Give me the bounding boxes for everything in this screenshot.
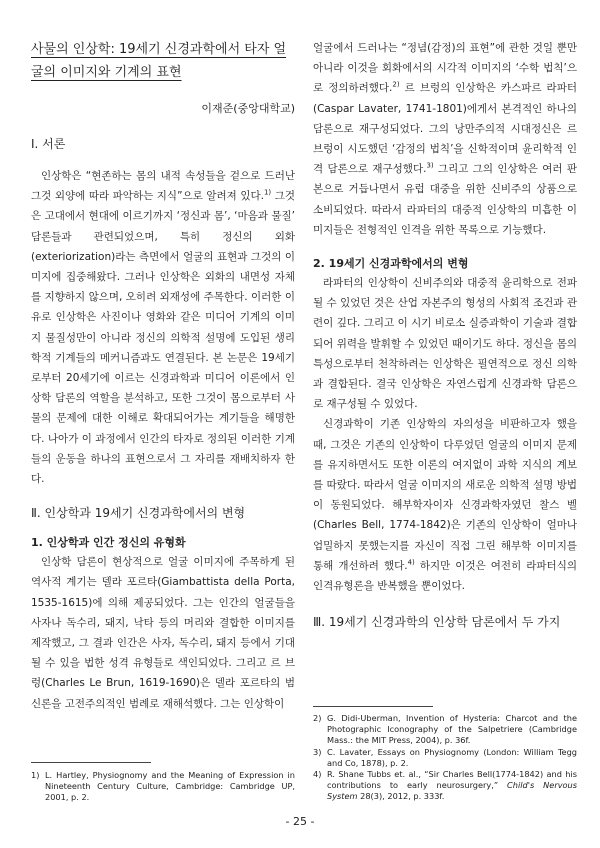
right-paragraph-3: 신경과학이 기존 인상학의 자의성을 비판하고자 했을 때, 그것은 기존의 인상학이 다루었던 얼굴의 이미지 문제를 유지하면서도 또한 이론의 여지없이 과학 지식의 계보를 따랐다. 따라서 얼굴 이미지의 새로운 의학적 설명 방법이 동원되었다. 해부학자이자 신경과학자였던 찰스 벨(Charles Bell, 1774-1842)은 기존의 인상학이 얼마나 엄밀하지 못했는지를 자신이 직접 그린 해부학 이미지를 통해 개선하려 했다.$^{4)}$ 하지만 이것은 여전히 라파터식의 인격유형론을 반복했을 뿐이었다. [313, 418, 577, 593]
section-heading-introduction: Ⅰ. 서론 [31, 137, 66, 151]
footnote-ref-2: 2) [392, 80, 400, 89]
footnote-4: 4) R. Shane Tubbs et. al., “Sir Charles Bell(1774-1842) and his contributions to early neurosurgery,” Child's Nervous System 28(3), 2012, p. 333f. [313, 769, 578, 802]
page-number: - 25 - [285, 815, 315, 828]
footnotes-right [313, 713, 577, 803]
footnote-ref-3: 3) [426, 161, 434, 170]
footnote-divider-left [31, 762, 151, 763]
footnotes-left [31, 770, 295, 804]
paper-title: 사물의 인상학: 19세기 신경과학에서 타자 얼굴의 이미지와 기계의 표현 [31, 42, 287, 80]
right-column [313, 38, 577, 632]
left-column [31, 38, 295, 714]
section-heading-2: Ⅱ. 인상학과 19세기 신경과학에서의 변형 [31, 506, 246, 521]
introduction-paragraph: 인상학은 “현존하는 몸의 내적 속성들을 겉으로 드러난 그것 외양에 따라 파악하는 지식”으로 알려져 있다.$^{1)}$ 그것은 고대에서 현대에 이르기까지 ‘정신과 몸’, ‘마음과 물질’ 담론들과 관련되었으며, 특히 정신의 외화(exteriorization)라는 측면에서 얼굴의 표현과 그것의 이미지에 집중해왔다. 그러나 인상학은 외화의 내면성 자체를 지향하지 않으며, 오히려 외재성에 주목한다. 이러한 이유로 인상학은 사진이나 영화와 같은 미디어 기계의 이미지 물질성만이 아니라 정신의 의학적 설명에 도입된 생리학적 기계들의 메커니즘과도 연결된다. 본 논문은 19세기로부터 20세기에 이르는 신경과학과 미디어 이론에서 인상학 담론의 역할을 분석하고, 또한 그것이 몸으로부터 사물의 문제에 대한 이해로 확대되어가는 계기들을 해명한다. 나아가 이 과정에서 인간의 타자로 정의된 이러한 기계들의 운동을 하나의 표현으로서 그 자리를 재배치하자 한다. [31, 170, 295, 486]
subsection-heading-1: 1. 인상학과 인간 정신의 유형화 [31, 536, 186, 550]
footnote-divider-right [313, 706, 433, 707]
subsection-heading-2: 2. 19세기 신경과학에서의 변형 [313, 257, 469, 271]
subsection-1-paragraph: 인상학 담론이 현상적으로 얼굴 이미지에 주목하게 된 역사적 계기는 델라 포르타(Giambattista della Porta, 1535-1615)에 의해 제공되었다. 그는 인간의 얼굴들을 사자나 독수리, 돼지, 낙타 등의 머리와 결합한 이미지를 제작했고, 그 결과 인간은 사자, 독수리, 돼지 등에서 기대될 수 있을 법한 성격 유형들로 색인되었다. 그리고 르 브렁(Charles Le Brun, 1619-1690)은 델라 포르타의 범신론을 고전주의적인 범례로 재해석했다. 그는 인상학이 [31, 556, 295, 710]
footnote-ref-1: 1) [263, 188, 272, 197]
right-paragraph-1: 얼굴에서 드러나는 “정념(감정)의 표현”에 관한 것일 뿐만 아니라 이것을 회화에서의 시각적 이미지의 ‘수학 법칙’으로 정의하려했다.$^{2)}$ 르 브렁의 인상학은 카스파르 라파터(Caspar Lavater, 1741-1801)에게서 본격적인 하나의 담론으로 재구성되었다. 그의 낭만주의적 시대정신은 르 브렁이 시도했던 ‘감정의 법칙’을 신학적이며 윤리학적 인격 담론으로 재구성했다.$^{3)}$ 그리고 그의 인상학은 여러 판본으로 거듭나면서 유럽 대중을 위한 신비주의 상품으로 소비되었다. 따라서 라파터의 대중적 인상학의 미흡한 이미지들은 전형적인 인격을 위한 목록으로 기능했다. [313, 42, 577, 236]
footnote-2: 2) G. Didi-Uberman, Invention of Hysteria: Charcot and the Photographic Iconography of the Salpetriere (Cambridge Mass.: the MIT Press, 2004), p. 36f. [313, 713, 577, 746]
section-heading-3: Ⅲ. 19세기 신경과학의 인상학 담론에서 두 가지 [313, 615, 561, 630]
footnote-1: 1) L. Hartley, Physiognomy and the Meaning of Expression in Nineteenth Century Culture, Cambridge: Cambridge UP, 2001, p. 2. [31, 770, 295, 803]
author-affiliation: 이재준(중앙대학교) [201, 102, 295, 115]
footnote-ref-4: 4) [407, 558, 415, 567]
footnote-3: 3) C. Lavater, Essays on Physiognomy (London: William Tegg and Co, 1878), p. 2. [313, 746, 577, 768]
right-paragraph-2: 라파터의 인상학이 신비주의와 대중적 윤리학으로 전파될 수 있었던 것은 산업 자본주의 형성의 사회적 조건과 관련이 깊다. 그리고 이 시기 비로소 실증과학이 기술과 결합되어 위력을 발휘할 수 있었던 때이기도 하다. 정신을 몸의 특성으로부터 천착하려는 인상학은 필연적으로 정신 의학과 결합된다. 결국 인상학은 자연스럽게 신경과학 담론으로 재구성될 수 있었다. [313, 277, 577, 411]
